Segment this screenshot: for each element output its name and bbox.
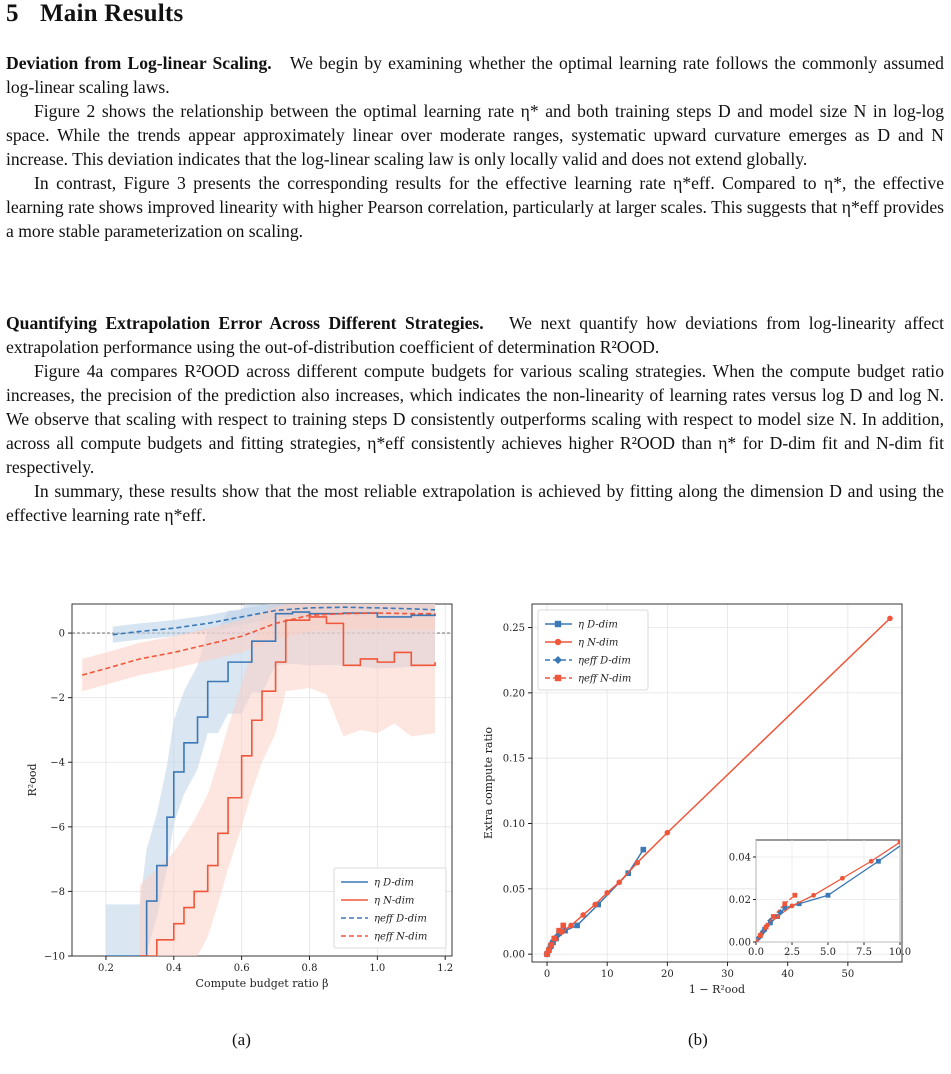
chart-b-inset-point	[764, 925, 769, 930]
body-text-block-2	[6, 311, 944, 527]
runin-heading: Deviation from Log-linear Scaling.	[6, 53, 272, 73]
chart-b-point	[634, 860, 640, 866]
chart-a-ytick-label: −8	[50, 886, 65, 898]
chart-b-inset-point	[792, 893, 797, 898]
chart-b-point	[604, 890, 610, 896]
chart-b-legend-label: η N-dim	[578, 637, 619, 649]
chart-a-legend-label: η N-dim	[374, 895, 415, 907]
chart-b-xtick-label: 40	[781, 969, 795, 980]
chart-b-legend-label: ηeff N-dim	[578, 673, 632, 685]
chart-b-point	[665, 830, 671, 836]
chart-a-ytick-label: −4	[50, 757, 65, 769]
chart-a-legend-label: ηeff D-dim	[374, 913, 427, 925]
chart-b	[478, 592, 918, 1022]
figure-panel-a	[20, 592, 465, 1022]
chart-b-legend-label: ηeff D-dim	[578, 655, 631, 667]
paragraph-figure3: In contrast, Figure 3 presents the corresponding results for the effective learning rate η*eff. Compared to η*, the effective learning rate shows improved linearity with higher Pearson correlation, particularly at larger scales. This suggests that η*eff provides a more stable parameterization on scaling.	[6, 173, 944, 241]
chart-b-point	[568, 923, 574, 929]
section-heading	[6, 0, 183, 28]
chart-a-xlabel: Compute budget ratio β	[195, 977, 329, 990]
chart-b-ylabel: Extra compute ratio	[482, 726, 495, 840]
chart-b-inset-xtick-label: 0.0	[748, 947, 764, 958]
chart-b-inset-point	[811, 893, 816, 898]
chart-a	[20, 592, 465, 1022]
chart-b-point	[546, 947, 552, 953]
chart-b-ytick-label: 0.25	[502, 623, 525, 635]
chart-b-inset-ytick-label: 0.04	[728, 852, 751, 864]
figure-panel-b	[478, 592, 918, 1022]
chart-b-inset-point	[771, 914, 776, 919]
chart-b-ytick-label: 0.15	[502, 753, 525, 765]
paragraph-text: We next quantify how deviations from log-linearity affect extrapolation performance using the out-of-distribution coefficient of determination R²OOD.	[6, 313, 944, 357]
chart-b-inset-point	[926, 823, 931, 828]
chart-b-inset-point	[782, 901, 787, 906]
chart-b-xlabel: 1 − R²ood	[688, 983, 746, 996]
chart-b-ytick-label: 0.10	[502, 819, 525, 831]
chart-b-ytick-label: 0.05	[502, 884, 525, 896]
chart-a-xtick-label: 0.6	[233, 963, 250, 974]
chart-a-ytick-label: −6	[50, 822, 65, 834]
body-text-block-1	[6, 51, 944, 243]
chart-b-point	[887, 616, 893, 622]
chart-b-legend-marker	[555, 675, 561, 681]
chart-b-inset-point	[826, 893, 831, 898]
chart-b-xtick-label: 20	[660, 969, 674, 980]
section-title: Main Results	[40, 0, 184, 27]
chart-a-xtick-label: 1.0	[369, 963, 386, 974]
paragraph-figure4a: Figure 4a compares R²OOD across different compute budgets for various scaling strategies. When the compute budget ratio increases, the precision of the prediction also increases, which indicates the non-linearity of learning rates versus log D and log N. We observe that scaling with respect to training steps D consistently outperforms scaling with respect to model size N. In addition, across all compute budgets and fitting strategies, η*eff consistently achieves higher R²OOD than η* for D-dim fit and N-dim fit respectively.	[6, 361, 944, 477]
chart-b-point	[560, 923, 566, 929]
chart-a-ytick-label: 0	[58, 628, 65, 640]
chart-b-point	[592, 902, 598, 908]
chart-b-xtick-label: 50	[841, 969, 855, 980]
chart-b-inset-ytick-label: 0.02	[728, 895, 751, 906]
chart-b-inset-point	[758, 933, 763, 938]
paragraph-figure2: Figure 2 shows the relationship between the optimal learning rate η* and both training steps D and model size N in log-log space. While the trends appear approximately linear over moderate ranges, systematic upward curvature emerges as D and N increase. This deviation indicates that the log-linear scaling law is only locally valid and does not extend globally.	[6, 101, 944, 169]
chart-b-inset-xtick-label: 10.0	[888, 947, 912, 958]
chart-a-xtick-label: 0.2	[97, 963, 114, 974]
chart-b-legend-marker	[555, 621, 561, 627]
chart-b-inset-point	[876, 859, 881, 864]
section-number: 5	[6, 0, 19, 27]
chart-b-point	[551, 936, 557, 942]
chart-a-xtick-label: 0.8	[301, 963, 318, 974]
chart-b-point	[641, 847, 647, 853]
paragraph-quantifying	[6, 311, 944, 359]
chart-a-plot	[72, 546, 452, 1027]
chart-b-ytick-label: 0.00	[502, 949, 525, 961]
paragraph-deviation	[6, 51, 944, 99]
chart-a-xtick-label: 0.4	[165, 963, 182, 974]
chart-b-xtick-label: 0	[543, 969, 551, 980]
chart-a-ytick-label: −2	[50, 693, 65, 705]
chart-a-ytick-label: −10	[43, 951, 65, 963]
chart-b-inset-xtick-label: 2.5	[784, 947, 800, 958]
chart-b-inset-xtick-label: 7.5	[856, 947, 872, 958]
chart-b-point	[574, 923, 580, 929]
chart-b-inset-point	[869, 859, 874, 864]
chart-b-point	[616, 879, 622, 885]
chart-b-inset-point	[840, 876, 845, 881]
chart-b-xtick-label: 10	[600, 969, 614, 980]
runin-heading: Quantifying Extrapolation Error Across Different Strategies.	[6, 313, 484, 333]
chart-a-legend-label: ηeff N-dim	[374, 931, 428, 943]
panel-b-label: (b)	[688, 1030, 708, 1049]
panel-a-label: (a)	[232, 1030, 251, 1049]
chart-a-ylabel: R²ood	[26, 763, 39, 797]
chart-a-legend-label: η D-dim	[374, 877, 414, 889]
chart-b-point	[580, 912, 586, 918]
chart-b-legend-marker	[555, 639, 561, 645]
paragraph-text: We begin by examining whether the optimal learning rate follows the commonly assumed log-linear scaling laws.	[6, 53, 944, 97]
paragraph-summary: In summary, these results show that the most reliable extrapolation is achieved by fitting along the dimension D and using the effective learning rate η*eff.	[6, 481, 944, 525]
chart-a-xtick-label: 1.2	[437, 963, 454, 974]
chart-b-point	[556, 928, 562, 934]
chart-b-inset-point	[790, 903, 795, 908]
chart-b-point	[548, 942, 554, 948]
chart-b-legend-label: η D-dim	[578, 619, 618, 631]
chart-b-inset-ytick-label: 0.00	[728, 937, 751, 949]
chart-b-xtick-label: 30	[721, 969, 734, 980]
chart-b-inset-xtick-label: 5.0	[820, 947, 836, 958]
chart-b-ytick-label: 0.20	[502, 688, 525, 700]
